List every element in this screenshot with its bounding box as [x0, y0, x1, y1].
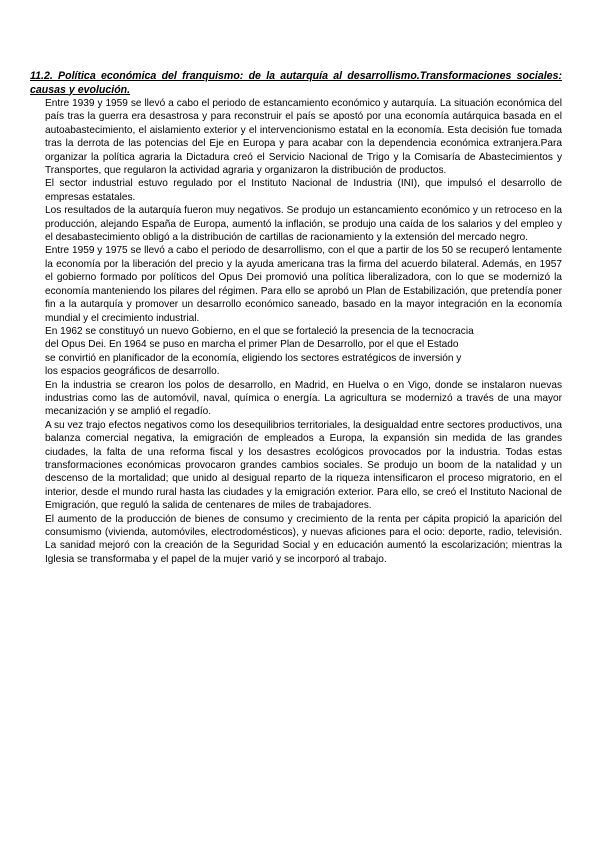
- paragraph-autarquia-intro: Entre 1939 y 1959 se llevó a cabo el periodo de estancamiento económico y autarquía. La situación económica del país tras la guerra era desastrosa y para reconstruir el país se apostó por una economía autárquica basada en el autoabastecimiento, el aislamiento exterior y el intervencionismo estatal en la economía. Esta decisión fue tomada tras la derrota de las potencias del Eje en Europa y para acabar con la dependencia económica extranjera.Para organizar la política agraria la Dictadura creó el Servicio Nacional de Trigo y la Comisaría de Abastecimientos y Transportes, que regularon la actividad agraria y organizaron la distribución de productos.: [45, 98, 562, 177]
- paragraph-gobierno-1962: [45, 325, 562, 379]
- paragraph-line: se convirtió en planificador de la economía, eligiendo los sectores estratégicos de inversión y: [45, 352, 462, 364]
- paragraph-ini: El sector industrial estuvo regulado por el Instituto Nacional de Industria (INI), que impulsó el desarrollo de empresas estatales.: [45, 178, 562, 203]
- document-content: [30, 70, 562, 566]
- paragraph-efectos-negativos: A su vez trajo efectos negativos como los desequilibrios territoriales, la desigualdad entre sectores productivos, una balanza comercial negativa, la emigración de empleados a Europa, la expansión sin medida de las grandes ciudades, la falta de una reforma fiscal y los desastres ecológicos provocados por la industria. Todas estas transformaciones económicas provocaron grandes cambios sociales. Se produjo un boom de la natalidad y un descenso de la mortalidad; que unido al desigual reparto de la riqueza intensificaron el proceso migratorio, en el interior, desde el mundo rural hasta las ciudades y la emigración exterior. Para ello, se creó el Instituto Nacional de Emigración, que reguló la salida de centenares de miles de trabajadores.: [45, 419, 562, 512]
- paragraph-resultados-autarquia: Los resultados de la autarquía fueron muy negativos. Se produjo un estancamiento económico y un retroceso en la producción, alejando España de Europa, aumentó la inflación, se produjo una caída de los salarios y del empleo y el desabastecimiento obligó a la distribución de cartillas de racionamiento y la extensión del mercado negro.: [45, 205, 562, 244]
- paragraph-polos-desarrollo: En la industria se crearon los polos de desarrollo, en Madrid, en Huelva o en Vigo, donde se instalaron nuevas industrias como las de automóvil, naval, química o energía. La agricultura se modernizó a través de una mayor mecanización y se amplió el regadío.: [45, 379, 562, 418]
- document-body: [30, 97, 562, 566]
- paragraph-desarrollismo: Entre 1959 y 1975 se llevó a cabo el periodo de desarrollismo, con el que a partir de los 50 se recuperó lentamente la economía por la liberación del precio y la ayuda americana tras la firma del acuerdo bilateral. Además, en 1957 el gobierno formado por políticos del Opus Dei promovió una política liberalizadora, con lo que se modernizó la economía manteniendo los pilares del régimen. Para ello se aprobó un Plan de Estabilización, que pretendía poner fin a la autarquía y promover un desarrollo económico saneado, basado en la mayor integración en la economía mundial y el crecimiento industrial.: [45, 245, 562, 324]
- paragraph-consumismo: El aumento de la producción de bienes de consumo y crecimiento de la renta per cápita propició la aparición del consumismo (vivienda, automóviles, electrodomésticos), y nuevas aficiones para el ocio: deporte, radio, televisión. La sanidad mejoró con la creación de la Seguridad Social y en educación aumentó la escolarización; mientras la Iglesia se transformaba y el papel de la mujer varió y se incorporó al trabajo.: [45, 513, 562, 565]
- paragraph-line: En 1962 se constituyó un nuevo Gobierno, en el que se fortaleció la presencia de la tecnocracia: [45, 325, 474, 337]
- section-heading: 11.2. Política económica del franquismo: de la autarquía al desarrollismo.Transformaciones sociales: causas y evolución.: [30, 70, 562, 96]
- paragraph-line: del Opus Dei. En 1964 se puso en marcha el primer Plan de Desarrollo, por el que el Estado: [45, 339, 459, 351]
- paragraph-line: los espacios geográficos de desarrollo.: [45, 366, 220, 378]
